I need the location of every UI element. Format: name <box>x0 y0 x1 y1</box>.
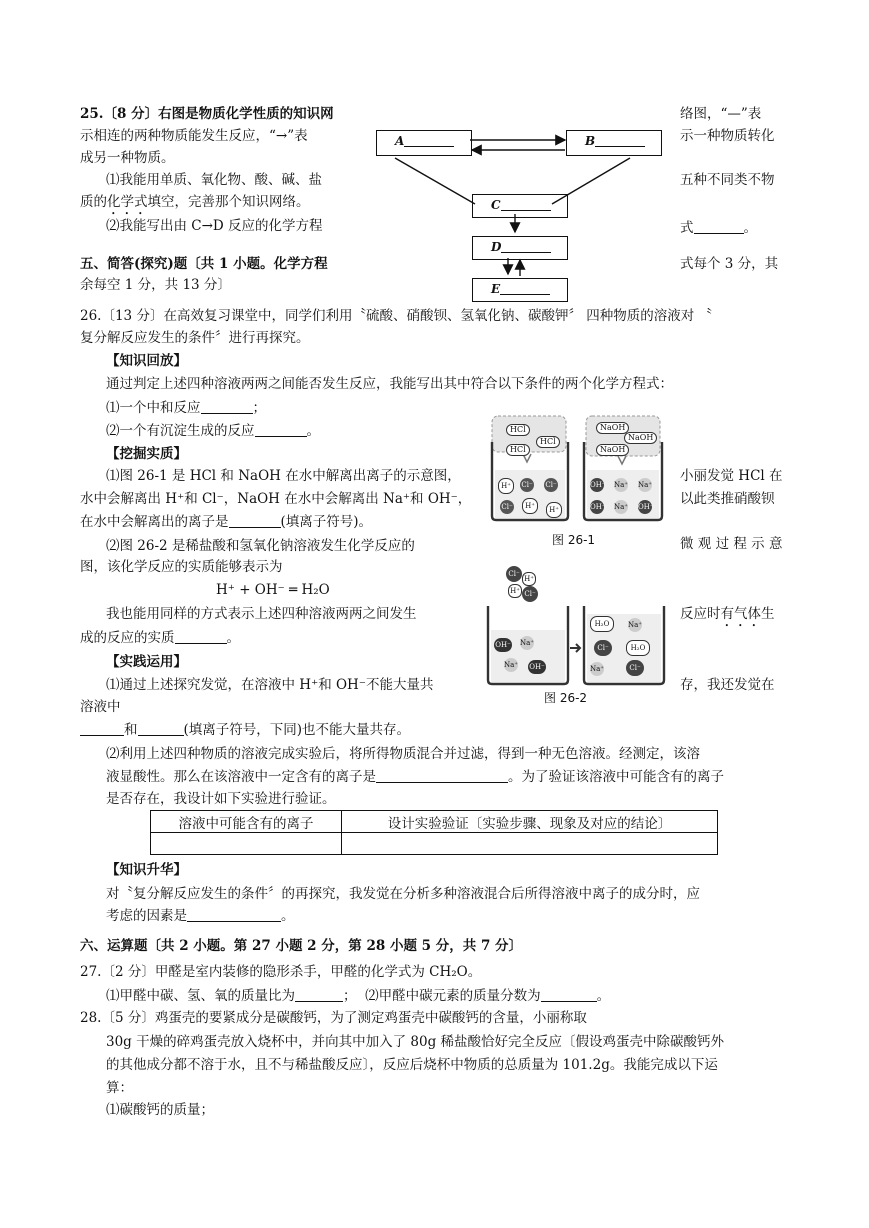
q26-heading-review: 【知识回放】 <box>106 353 187 369</box>
q26-heading-upgrade: 【知识升华】 <box>106 862 187 878</box>
sec5-line2: 余每空 1 分，共 13 分〕 <box>80 277 231 293</box>
q26-w7: 成的反应的实质 。 <box>80 630 240 646</box>
q25-p1-cont: 质的化学式填空，完善那个知识网络。 <box>80 194 310 210</box>
q27-line1: 27.〔2 分〕甲醛是室内装修的隐形杀手，甲醛的化学式为 CH₂O。 <box>80 964 482 980</box>
fig2-caption: 图 26-2 <box>544 691 588 705</box>
ion-verification-table <box>150 810 718 855</box>
q25-line1-right: 络图，“—”表 <box>680 106 762 122</box>
table-cell-empty <box>342 833 718 855</box>
q25-p1-right: 五种不同类不物 <box>680 172 775 188</box>
q27-parts: ⑴甲醛中碳、氢、氧的质量比为 ； ⑵甲醛中碳元素的质量分数为 。 <box>106 988 611 1004</box>
q26-k2: ⑴一个中和反应 ； <box>106 400 266 416</box>
q26-s2: 溶液中 <box>80 699 121 715</box>
q26-s6: 是否存在，我设计如下实验进行验证。 <box>106 791 336 807</box>
q28-line2: 30g 干燥的碎鸡蛋壳放入烧杯中，并向其中加入了 80g 稀盐酸恰好完全反应〔假设鸡蛋壳中除碳酸钙外 <box>106 1034 725 1050</box>
q26-w5: 图，该化学反应的实质能够表示为 <box>80 559 283 575</box>
fig1-caption: 图 26-1 <box>552 533 596 547</box>
q26-s5: 液显酸性。那么在该溶液中一定含有的离子是 。为了验证该溶液中可能含有的离子 <box>106 769 724 785</box>
q26-s3: 和 (填离子符号，下同)也不能大量共存。 <box>80 722 410 738</box>
q26-w2-right: 以此类推硝酸钡 <box>680 491 775 507</box>
q26-intro2: 复分解反应发生的条件〞进行再探究。 <box>80 330 310 346</box>
q26-w6: 我也能用同样的方式表示上述四种溶液两两之间发生 <box>106 606 417 622</box>
q28-line4: 算： <box>106 1080 133 1096</box>
sec5-title-right: 式每个 3 分，其 <box>680 256 779 272</box>
q25-line2: 示相连的两种物质能发生反应，“→”表 <box>80 128 308 144</box>
q26-k3: ⑵一个有沉淀生成的反应 。 <box>106 423 320 439</box>
node-b: B <box>566 130 662 156</box>
q26-s1: ⑴通过上述探究发觉，在溶液中 H⁺和 OH⁻不能大量共 <box>106 677 434 693</box>
q26-k1: 通过判定上述四种溶液两两之间能否发生反应，我能写出其中符合以下条件的两个化学方程式： <box>106 376 673 392</box>
table-header-ions: 溶液中可能含有的离子 <box>151 811 342 833</box>
q26-w2: 水中会解离出 H⁺和 Cl⁻，NaOH 在水中会解离出 Na⁺和 OH⁻， <box>80 491 472 507</box>
q25-line3: 成另一种物质。 <box>80 150 175 166</box>
q26-heading-essence: 【挖掘实质】 <box>106 446 187 462</box>
q26-u1: 对〝复分解反应发生的条件〞的再探究，我发觉在分析多种溶液混合后所得溶液中离子的成分时，应 <box>106 886 700 902</box>
q28-line3: 的其他成分都不溶于水，且不与稀盐酸反应〕，反应后烧杯中物质的总质量为 101.2g。我能完成以下运 <box>106 1057 718 1073</box>
q26-heading-practice: 【实践运用】 <box>106 654 187 670</box>
sec5-title: 五、简答(探究)题〔共 1 小题。化学方程 <box>80 256 328 272</box>
q26-s4: ⑵利用上述四种物质的溶液完成实验后，将所得物质混合并过滤，得到一种无色溶液。经测定，该溶 <box>106 746 700 762</box>
q25-line1: 25.〔8 分〕右图是物质化学性质的知识网 <box>80 106 334 122</box>
node-e: E <box>472 278 568 302</box>
sec6-title: 六、运算题〔共 2 小题。第 27 小题 2 分，第 28 小题 5 分，共 7 分〕 <box>80 938 523 954</box>
q25-line2-right: 示一种物质转化 <box>680 128 775 144</box>
q25-p1: ⑴我能用单质、氧化物、酸、碱、盐 <box>106 172 322 188</box>
q26-w1-right: 小丽发觉 HCl 在 <box>680 468 783 484</box>
q26-w3: 在水中会解离出的离子是 (填离子符号)。 <box>80 514 373 530</box>
node-a: A <box>376 130 472 156</box>
q25-p2-right: 式 。 <box>680 220 757 236</box>
table-header-experiment: 设计实验验证〔实验步骤、现象及对应的结论〕 <box>342 811 718 833</box>
table-cell-empty <box>151 833 342 855</box>
q28-p1: ⑴碳酸钙的质量； <box>106 1102 214 1118</box>
q28-line1: 28.〔5 分〕鸡蛋壳的要紧成分是碳酸钙，为了测定鸡蛋壳中碳酸钙的含量，小丽称取 <box>80 1010 587 1026</box>
node-d: D <box>472 236 568 260</box>
node-c: C <box>472 194 568 218</box>
q26-u2: 考虑的因素是 。 <box>106 908 295 924</box>
q26-w1: ⑴图 26-1 是 HCl 和 NaOH 在水中解离出离子的示意图， <box>106 468 461 484</box>
q26-w6-right: 反应时有气体生 <box>680 606 775 622</box>
q26-intro1: 26.〔13 分〕在高效复习课堂中，同学们利用〝硫酸、硝酸钡、氢氧化钠、碳酸钾〞 四种物质的溶液对 〝 <box>80 308 713 324</box>
q26-w4: ⑵图 26-2 是稀盐酸和氢氧化钠溶液发生化学反应的 <box>106 538 415 554</box>
q26-s1-right: 存，我还发觉在 <box>680 677 775 693</box>
q25-p2: ⑵我能写出由 C→D 反应的化学方程 <box>106 218 323 234</box>
q26-equation: H⁺ + OH⁻ ═ H₂O <box>216 582 330 598</box>
q26-w4-right: 微 观 过 程 示 意 <box>680 536 783 552</box>
